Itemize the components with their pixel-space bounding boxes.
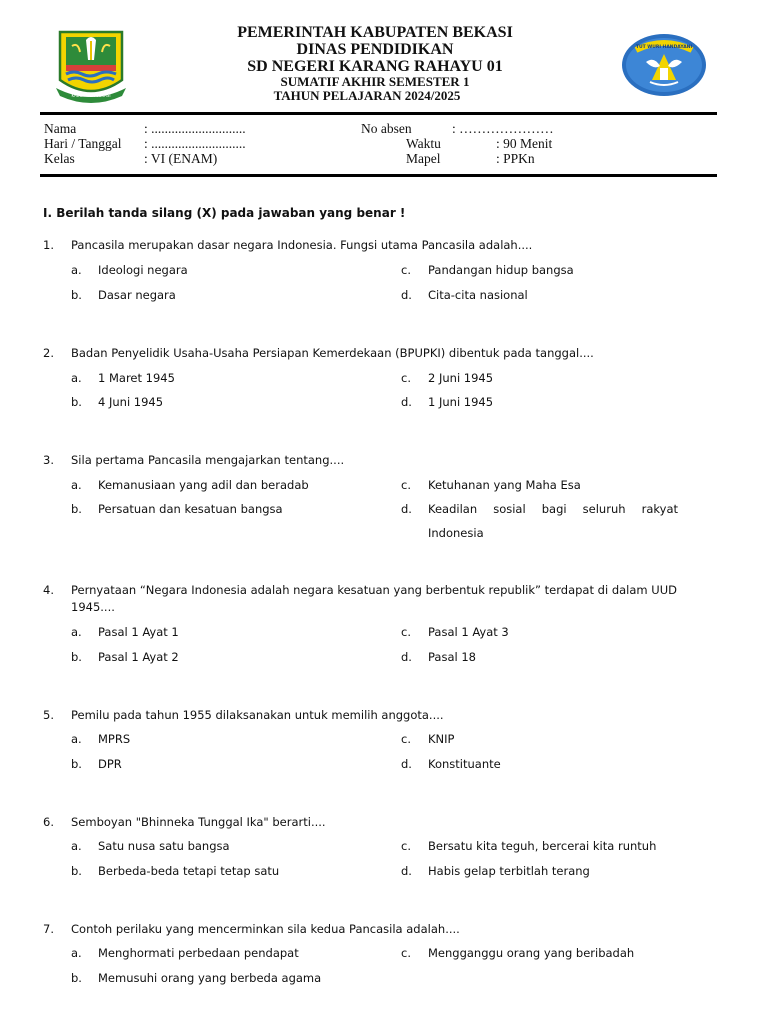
option-text: Menghormati perbedaan pendapat — [98, 946, 299, 960]
option-text: Keadilan sosial bagi seluruh rakyat — [428, 502, 678, 516]
option-text: Dasar negara — [98, 288, 176, 302]
option-text: Konstituante — [428, 757, 501, 771]
question-text: Badan Penyelidik Usaha-Usaha Persiapan Kemerdekaan (BPUPKI) dibentuk pada tanggal.... — [71, 346, 594, 360]
option-text: Pandangan hidup bangsa — [428, 263, 574, 277]
tut-wuri-handayani-logo — [620, 32, 708, 98]
question-number: 6. — [43, 815, 54, 829]
question-text: Pemilu pada tahun 1955 dilaksanakan untuk memilih anggota.... — [71, 708, 444, 722]
option-text: Ideologi negara — [98, 263, 188, 277]
question-text: Semboyan "Bhinneka Tunggal Ika" berarti.... — [71, 815, 326, 829]
option-letter: b. — [71, 288, 82, 302]
header-divider-top — [40, 112, 717, 115]
option-letter: b. — [71, 395, 82, 409]
header-divider-bottom — [40, 174, 717, 177]
option-letter: d. — [401, 502, 412, 516]
option-3d-continuation — [428, 521, 484, 545]
question-number: 4. — [43, 583, 54, 597]
question-2 — [43, 345, 683, 362]
option-text: Mengganggu orang yang beribadah — [428, 946, 635, 960]
waktu-label: Waktu — [406, 136, 441, 151]
hari-tanggal-field[interactable]: : ............................ — [144, 136, 246, 151]
question-4 — [43, 582, 683, 616]
option-text: Berbeda-beda tetapi tetap satu — [98, 864, 280, 878]
logo-right-caption: TUT WURI HANDAYANI — [635, 45, 693, 50]
question-text: Pancasila merupakan dasar negara Indonesia. Fungsi utama Pancasila adalah.... — [71, 238, 533, 252]
nama-field[interactable]: : ............................ — [144, 121, 246, 136]
option-letter: d. — [401, 650, 412, 664]
header-line-school: SD NEGERI KARANG RAHAYU 01 — [247, 58, 503, 75]
question-text: Pernyataan “Negara Indonesia adalah negara kesatuan yang berbentuk republik” terdapat di dalam UUD 1945.... — [71, 583, 677, 614]
option-text: 2 Juni 1945 — [428, 371, 494, 385]
letterhead — [140, 24, 610, 103]
question-1 — [43, 237, 683, 254]
header-line-government: PEMERINTAH KABUPATEN BEKASI — [237, 24, 513, 41]
option-letter: a. — [71, 625, 82, 639]
option-letter: c. — [401, 625, 411, 639]
option-letter: d. — [401, 864, 412, 878]
mapel-value: : PPKn — [496, 151, 535, 166]
option-text: Pasal 1 Ayat 1 — [98, 625, 179, 639]
option-text: 4 Juni 1945 — [98, 395, 164, 409]
section-instruction: I. Berilah tanda silang (X) pada jawaban yang benar ! — [43, 206, 406, 220]
option-text: KNIP — [428, 732, 455, 746]
question-number: 7. — [43, 922, 54, 936]
header-line-department: DINAS PENDIDIKAN — [296, 41, 454, 58]
option-letter: b. — [71, 650, 82, 664]
option-text: Ketuhanan yang Maha Esa — [428, 478, 581, 492]
option-letter: a. — [71, 263, 82, 277]
option-text: 1 Juni 1945 — [428, 395, 494, 409]
option-letter: a. — [71, 732, 82, 746]
option-letter: c. — [401, 732, 411, 746]
question-7 — [43, 921, 683, 938]
option-text: Indonesia — [428, 526, 484, 540]
question-number: 3. — [43, 453, 54, 467]
option-text: Pasal 18 — [428, 650, 476, 664]
header-line-exam: SUMATIF AKHIR SEMESTER 1 — [280, 74, 470, 89]
option-letter: c. — [401, 946, 411, 960]
hari-tanggal-label: Hari / Tanggal — [44, 136, 122, 151]
option-letter: d. — [401, 288, 412, 302]
question-3 — [43, 452, 683, 469]
option-text: MPRS — [98, 732, 131, 746]
option-letter: a. — [71, 839, 82, 853]
option-text: Cita-cita nasional — [428, 288, 528, 302]
option-letter: a. — [71, 371, 82, 385]
option-letter: a. — [71, 946, 82, 960]
question-5 — [43, 707, 683, 724]
option-letter: c. — [401, 839, 411, 853]
kelas-label: Kelas — [44, 151, 75, 166]
option-text: Pasal 1 Ayat 3 — [428, 625, 509, 639]
option-text: Bersatu kita teguh, bercerai kita runtuh — [428, 839, 657, 853]
question-text: Sila pertama Pancasila mengajarkan tentang.... — [71, 453, 345, 467]
mapel-label: Mapel — [406, 151, 441, 166]
kelas-value: : VI (ENAM) — [144, 151, 218, 166]
option-letter: d. — [401, 757, 412, 771]
option-text: 1 Maret 1945 — [98, 371, 175, 385]
option-letter: b. — [71, 757, 82, 771]
bekasi-emblem-logo — [50, 28, 132, 104]
option-text: DPR — [98, 757, 122, 771]
option-letter: a. — [71, 478, 82, 492]
option-letter: d. — [401, 395, 412, 409]
logo-left-caption: KABUPATEN BEKASI — [71, 93, 111, 98]
option-letter: c. — [401, 478, 411, 492]
waktu-value: : 90 Menit — [496, 136, 553, 151]
question-text: Contoh perilaku yang mencerminkan sila kedua Pancasila adalah.... — [71, 922, 460, 936]
question-number: 1. — [43, 238, 54, 252]
option-letter: b. — [71, 864, 82, 878]
option-letter: c. — [401, 371, 411, 385]
question-number: 5. — [43, 708, 54, 722]
option-letter: c. — [401, 263, 411, 277]
nama-label: Nama — [44, 121, 77, 136]
option-text: Pasal 1 Ayat 2 — [98, 650, 179, 664]
header-line-year: TAHUN PELAJARAN 2024/2025 — [273, 88, 461, 103]
option-text: Habis gelap terbitlah terang — [428, 864, 590, 878]
option-letter: b. — [71, 502, 82, 516]
question-number: 2. — [43, 346, 54, 360]
question-6 — [43, 814, 683, 831]
option-letter: b. — [71, 971, 82, 985]
no-absen-field[interactable]: : ………………… — [452, 121, 554, 136]
option-text: Kemanusiaan yang adil dan beradab — [98, 478, 309, 492]
option-text: Memusuhi orang yang berbeda agama — [98, 971, 322, 985]
option-text: Persatuan dan kesatuan bangsa — [98, 502, 283, 516]
option-text: Satu nusa satu bangsa — [98, 839, 230, 853]
no-absen-label: No absen — [361, 121, 412, 136]
